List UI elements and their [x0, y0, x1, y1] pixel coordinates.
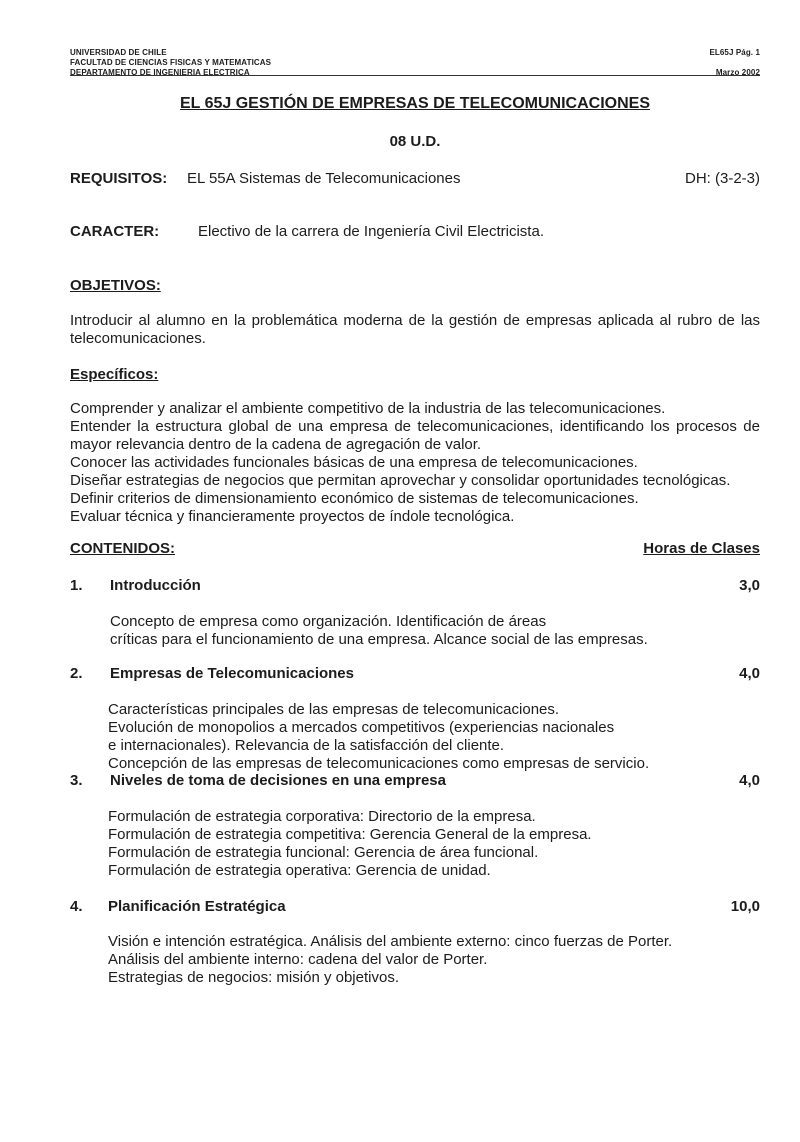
especificos-line: Evaluar técnica y financieramente proyectos de índole tecnológica. — [70, 508, 515, 525]
contenidos-heading: CONTENIDOS: — [70, 540, 175, 557]
section-hours: 4,0 — [739, 772, 760, 789]
caracter-value: Electivo de la carrera de Ingeniería Civil Electricista. — [198, 223, 544, 240]
dh-value: DH: (3-2-3) — [684, 170, 760, 187]
description-line: Formulación de estrategia funcional: Gerencia de área funcional. — [108, 844, 539, 861]
especificos-line: Comprender y analizar el ambiente competitivo de la industria de las telecomunicaciones. — [70, 400, 666, 417]
description-line: Análisis del ambiente interno: cadena del valor de Porter. — [108, 951, 488, 968]
objetivos-heading: OBJETIVOS: — [70, 277, 161, 294]
faculty-name: FACULTAD DE CIENCIAS FISICAS Y MATEMATICAS — [70, 58, 272, 67]
especificos-heading: Específicos: — [70, 366, 159, 383]
document-date: Marzo 2002 — [715, 68, 760, 77]
description-line: críticas para el funcionamiento de una empresa. Alcance social de las empresas. — [110, 631, 648, 648]
especificos-line: Definir criterios de dimensionamiento económico de sistemas de telecomunicaciones. — [70, 490, 639, 507]
section-hours: 10,0 — [730, 898, 760, 915]
description-line: Formulación de estrategia operativa: Gerencia de unidad. — [108, 862, 491, 879]
caracter-label: CARACTER: — [70, 223, 160, 240]
course-code-page: EL65J Pág. 1 — [709, 48, 760, 57]
description-line: Características principales de las empresas de telecomunicaciones. — [108, 701, 560, 718]
header-divider — [70, 75, 760, 76]
description-line: Formulación de estrategia competitiva: Gerencia General de la empresa. — [108, 826, 592, 843]
university-name: UNIVERSIDAD DE CHILE — [70, 48, 167, 57]
requisitos-value: EL 55A Sistemas de Telecomunicaciones — [187, 170, 461, 187]
especificos-list — [70, 400, 760, 526]
course-title: EL 65J GESTIÓN DE EMPRESAS DE TELECOMUNICACIONES — [179, 95, 650, 112]
section-description — [108, 933, 672, 987]
description-line: Formulación de estrategia corporativa: Directorio de la empresa. — [108, 808, 536, 825]
section-title: Introducción — [110, 577, 201, 594]
section-description — [110, 613, 648, 649]
description-line: Evolución de monopolios a mercados competitivos (experiencias nacionales — [108, 719, 615, 736]
section-title: Niveles de toma de decisiones en una empresa — [110, 772, 446, 789]
especificos-line: Conocer las actividades funcionales básicas de una empresa de telecomunicaciones. — [70, 454, 638, 471]
section-title: Empresas de Telecomunicaciones — [110, 665, 354, 682]
section-hours: 4,0 — [739, 665, 760, 682]
description-line: Concepción de las empresas de telecomunicaciones como empresas de servicio. — [108, 755, 650, 772]
description-line: Visión e intención estratégica. Análisis del ambiente externo: cinco fuerzas de Porter. — [108, 933, 673, 950]
section-number: 4. — [70, 898, 83, 915]
description-line: e internacionales). Relevancia de la satisfacción del cliente. — [108, 737, 505, 754]
horas-heading: Horas de Clases — [643, 540, 760, 557]
especificos-line: mayor relevancia dentro de la cadena de agregación de valor. — [70, 436, 482, 453]
section-title: Planificación Estratégica — [108, 898, 286, 915]
section-number: 3. — [70, 772, 83, 789]
department-name: DEPARTAMENTO DE INGENIERIA ELECTRICA — [70, 68, 250, 77]
section-number: 2. — [70, 665, 83, 682]
section-hours: 3,0 — [739, 577, 760, 594]
objetivos-text: Introducir al alumno en la problemática moderna de la gestión de empresas aplicada al rubro de las telecomunicaciones. — [70, 312, 760, 347]
description-line: Concepto de empresa como organización. Identificación de áreas — [110, 613, 547, 630]
especificos-line: Diseñar estrategias de negocios que permitan aprovechar y consolidar oportunidades tecnológicas. — [70, 472, 731, 489]
section-description — [108, 808, 592, 880]
requisitos-label: REQUISITOS: — [70, 170, 168, 187]
description-line: Estrategias de negocios: misión y objetivos. — [108, 969, 399, 986]
especificos-line: Entender la estructura global de una empresa de telecomunicaciones, identificando los procesos de — [70, 418, 760, 435]
section-number: 1. — [70, 577, 83, 594]
section-description — [108, 701, 649, 773]
course-units: 08 U.D. — [389, 133, 441, 150]
